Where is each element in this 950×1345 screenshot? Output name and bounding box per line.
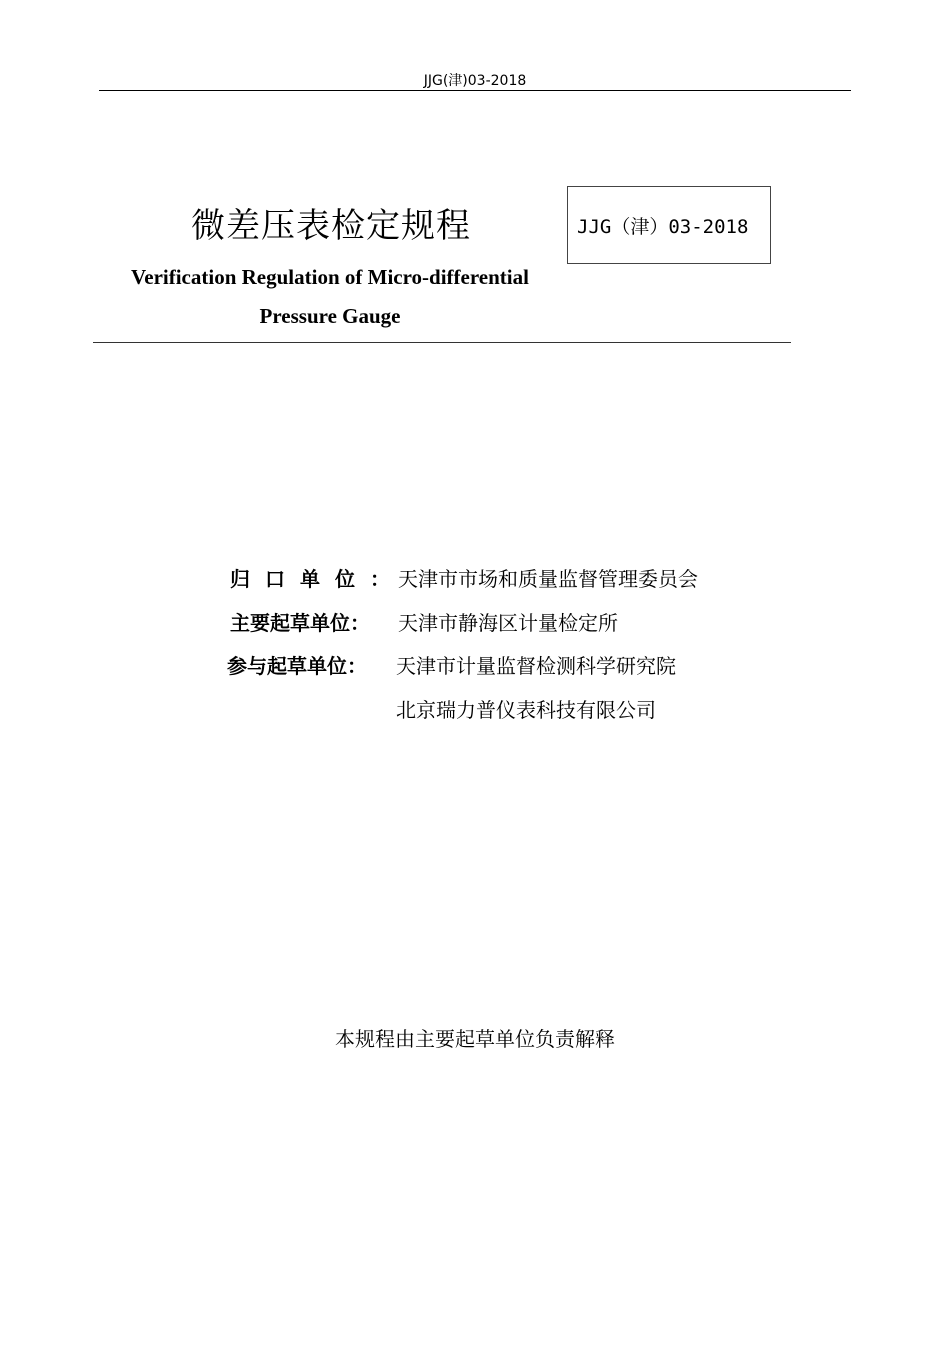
document-title-cn: 微差压表检定规程 [191, 206, 471, 246]
participating-drafter-label: 参与起草单位： [227, 654, 367, 678]
main-drafter-value: 天津市静海区计量检定所 [398, 611, 618, 635]
title-rule [93, 342, 791, 343]
responsible-unit-label-text: 归口单位 [230, 567, 370, 591]
document-title-en-line2: Pressure Gauge [259, 304, 401, 328]
interpretation-note: 本规程由主要起草单位负责解释 [335, 1027, 615, 1051]
header-rule [99, 90, 851, 91]
running-header-code: JJG(津)03-2018 [423, 73, 527, 89]
responsible-unit-label [230, 563, 390, 592]
document-title-en-line1: Verification Regulation of Micro-differential [131, 265, 529, 289]
participating-drafter-value-1: 天津市计量监督检测科学研究院 [396, 654, 676, 678]
responsible-unit-label-colon: ： [370, 567, 390, 591]
standard-code: JJG（津）03-2018 [577, 215, 749, 238]
participating-drafter-value-2: 北京瑞力普仪表科技有限公司 [396, 698, 656, 722]
responsible-unit-value: 天津市市场和质量监督管理委员会 [398, 567, 698, 591]
standard-code-box [567, 186, 771, 264]
main-drafter-label: 主要起草单位： [230, 611, 370, 635]
